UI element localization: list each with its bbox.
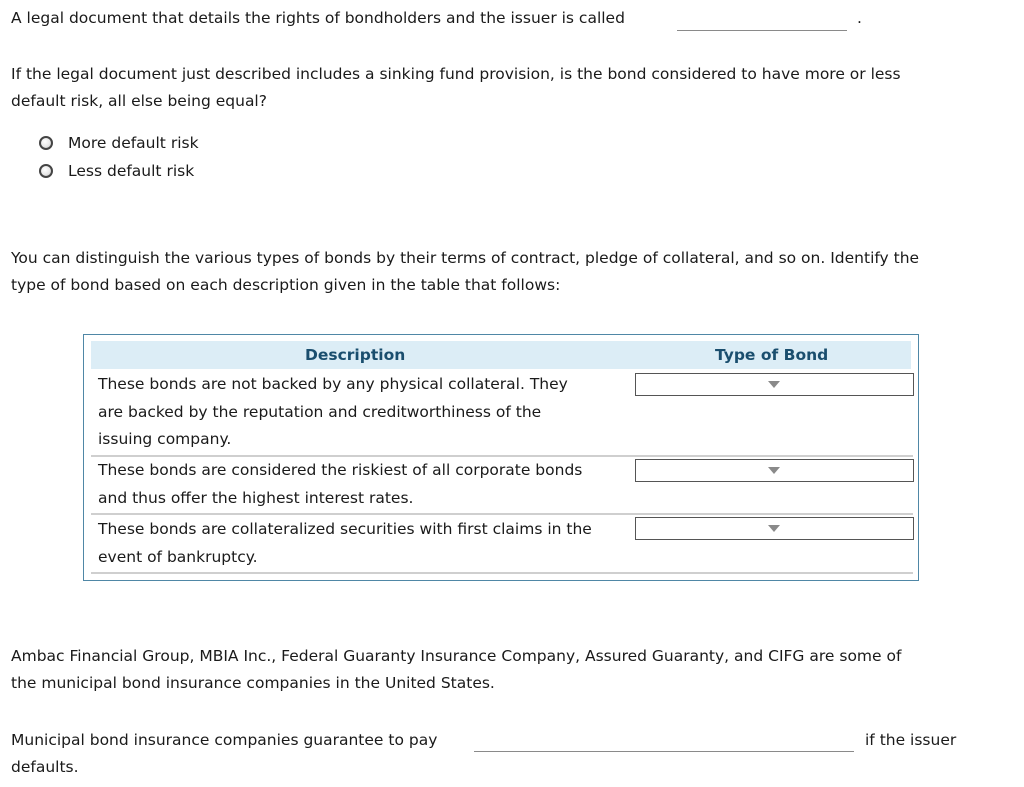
row-divider (91, 572, 913, 574)
option-less-default-risk[interactable] (39, 160, 194, 182)
header-description: Description (305, 346, 406, 364)
question-1-text: A legal document that details the rights of bondholders and the issuer is called (11, 9, 625, 27)
row-1-line-2: are backed by the reputation and creditworthiness of the (98, 402, 542, 421)
row-1-line-1: These bonds are not backed by any physical collateral. They (98, 375, 568, 393)
table-row-2-description (98, 457, 628, 512)
table-header (91, 341, 911, 369)
question-2-line-1: If the legal document just described includes a sinking fund provision, is the bond considered to have more or less (11, 65, 901, 83)
header-type-of-bond: Type of Bond (715, 346, 829, 364)
question-5-line-2: defaults. (11, 758, 79, 776)
question-3-line-2: type of bond based on each description given in the table that follows: (11, 276, 561, 294)
row-2-bond-type-select[interactable] (635, 459, 914, 482)
question-3-line-1: You can distinguish the various types of bonds by their terms of contract, pledge of collateral, and so on. Identify the (11, 249, 920, 267)
option-more-default-risk-label: More default risk (68, 134, 199, 152)
chevron-down-icon (768, 381, 780, 388)
table-row-3-description (98, 516, 628, 571)
row-divider (91, 513, 913, 515)
row-1-bond-type-select[interactable] (635, 373, 914, 396)
legal-document-answer-blank[interactable] (677, 29, 847, 31)
radio-more-default-risk[interactable] (39, 136, 53, 150)
chevron-down-icon (768, 467, 780, 474)
question-2-line-2: default risk, all else being equal? (11, 92, 267, 110)
option-less-default-risk-label: Less default risk (68, 162, 195, 180)
question-5-text-before: Municipal bond insurance companies guarantee to pay (11, 731, 438, 749)
row-3-line-1: These bonds are collateralized securities with first claims in the (98, 520, 592, 538)
row-1-line-3: issuing company. (98, 430, 232, 448)
question-5-text-after: if the issuer (865, 731, 957, 749)
row-3-bond-type-select[interactable] (635, 517, 914, 540)
table-row-1-description (98, 371, 628, 454)
row-2-line-2: and thus offer the highest interest rates. (98, 488, 414, 507)
insurance-guarantee-answer-blank[interactable] (474, 750, 854, 752)
question-4-line-1: Ambac Financial Group, MBIA Inc., Federal Guaranty Insurance Company, Assured Guaranty, and CIFG are some of (11, 647, 902, 665)
row-3-line-2: event of bankruptcy. (98, 547, 258, 566)
question-1-period: . (857, 9, 862, 27)
chevron-down-icon (768, 525, 780, 532)
radio-less-default-risk[interactable] (39, 164, 53, 178)
option-more-default-risk[interactable] (39, 132, 199, 154)
row-2-line-1: These bonds are considered the riskiest of all corporate bonds (98, 461, 583, 479)
question-4-line-2: the municipal bond insurance companies in the United States. (11, 674, 495, 692)
bond-type-table (83, 334, 919, 581)
